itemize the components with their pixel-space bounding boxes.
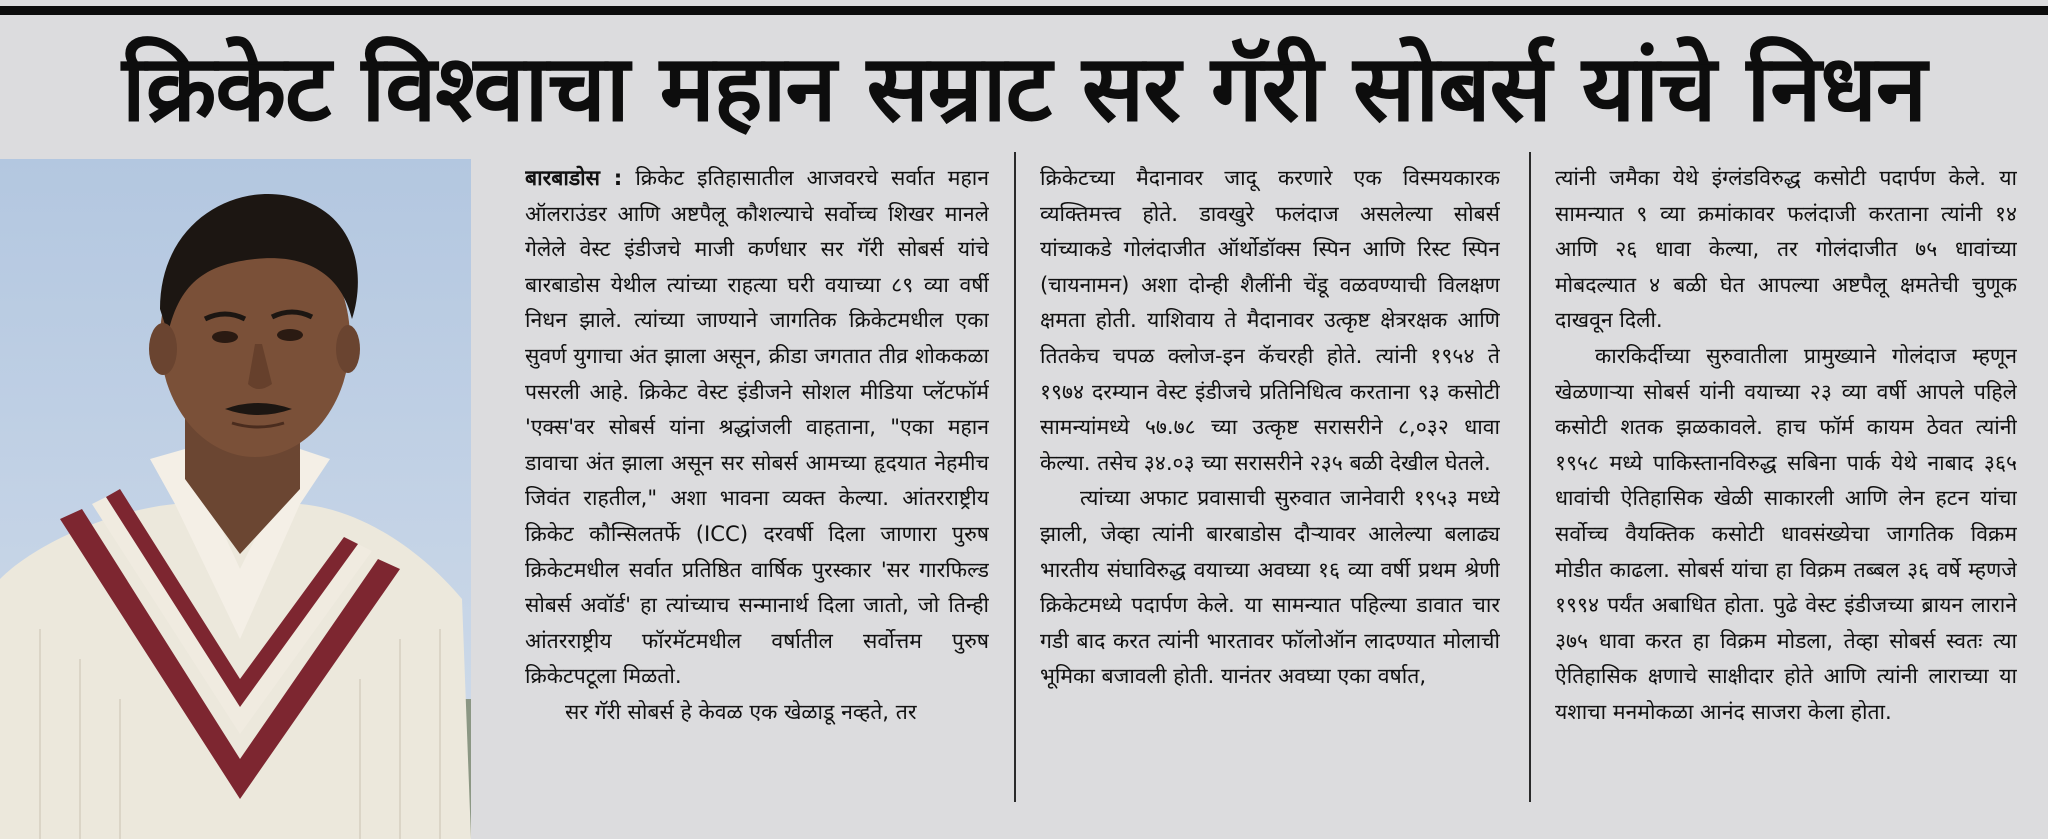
dateline: बारबाडोस : xyxy=(525,165,623,190)
article-paragraph: त्यांच्या अफाट प्रवासाची सुरुवात जानेवारी १९५३ मध्ये झाली, जेव्हा त्यांनी बारबाडोस दौऱ्यावर आलेल्या बलाढ्य भारतीय संघाविरुद्ध वयाच्या अवघ्या १६ व्या वर्षी प्रथम श्रेणी क्रिकेटमध्ये पदार्पण केले. या सामन्यात पहिल्या डावात चार गडी बाद करत त्यांनी भारतावर फॉलोऑन लादण्यात मोलाची भूमिका बजावली होती. यानंतर अवघ्या एका वर्षात, xyxy=(1040,485,1500,689)
column-divider xyxy=(1014,152,1016,802)
article-column-2 xyxy=(1040,160,1500,810)
article-paragraph: क्रिकेटच्या मैदानावर जादू करणारे एक विस्मयकारक व्यक्तिमत्त्व होते. डावखुरे फलंदाज असलेल्या सोबर्स यांच्याकडे गोलंदाजीत ऑर्थोडॉक्स स्पिन आणि रिस्ट स्पिन (चायनामन) अशा दोन्ही शैलींनी चेंडू वळवण्याची विलक्षण क्षमता होती. याशिवाय ते मैदानावर उत्कृष्ट क्षेत्ररक्षक आणि तितकेच चपळ क्लोज-इन कॅचरही होते. त्यांनी १९५४ ते १९७४ दरम्यान वेस्ट इंडीजचे प्रतिनिधित्व करताना ९३ कसोटी सामन्यांमध्ये ५७.७८ च्या उत्कृष्ट सरासरीने ८,०३२ धावा केल्या. तसेच ३४.०३ च्या सरासरीने २३५ बळी देखील घेतले. xyxy=(1040,165,1500,475)
article-paragraph: कारकिर्दीच्या सुरुवातीला प्रामुख्याने गोलंदाज म्हणून खेळणाऱ्या सोबर्स यांनी वयाच्या २३ व्या वर्षी आपले पहिले कसोटी शतक झळकावले. हाच फॉर्म कायम ठेवत त्यांनी १९५८ मध्ये पाकिस्तानविरुद्ध सबिना पार्क येथे नाबाद ३६५ धावांची ऐतिहासिक खेळी साकारली आणि लेन हटन यांचा सर्वोच्च वैयक्तिक कसोटी धावसंख्येचा जागतिक विक्रम मोडीत काढला. सोबर्स यांचा हा विक्रम तब्बल ३६ वर्षे म्हणजे १९९४ पर्यंत अबाधित होता. पुढे वेस्ट इंडीजच्या ब्रायन लाराने ३७५ धावा करत हा विक्रम मोडला, तेव्हा सोबर्स स्वतः त्या ऐतिहासिक क्षणाचे साक्षीदार होते आणि त्यांनी लाराच्या या यशाचा मनमोकळा आनंद साजरा केला होता. xyxy=(1555,342,2017,724)
paragraph-text: क्रिकेट इतिहासातील आजवरचे सर्वात महान ऑलराउंडर आणि अष्टपैलू कौशल्याचे सर्वोच्च शिखर मानले गेलेले वेस्ट इंडीजचे माजी कर्णधार सर गॅरी सोबर्स यांचे बारबाडोस येथील त्यांच्या राहत्या घरी वयाच्या ८९ व्या वर्षी निधन झाले. त्यांच्या जाण्याने जागतिक क्रिकेटमधील एका सुवर्ण युगाचा अंत झाला असून, क्रीडा जगतात तीव्र शोककळा पसरली आहे. क्रिकेट वेस्ट इंडीजने सोशल मीडिया प्लॅटफॉर्म 'एक्स'वर सोबर्स यांना श्रद्धांजली वाहताना, "एका महान डावाचा अंत झाला असून सर सोबर्स आमच्या हृदयात नेहमीच जिवंत राहतील," अशा भावना व्यक्त केल्या. आंतरराष्ट्रीय क्रिकेट कौन्सिलतर्फे (ICC) दरवर्षी दिला जाणारा पुरुष क्रिकेटमधील सर्वात प्रतिष्ठित वार्षिक पुरस्कार 'सर गारफिल्ड सोबर्स अवॉर्ड' हा त्यांच्याच सन्मानार्थ दिला जातो, जो तिन्ही आंतरराष्ट्रीय फॉरमॅटमधील वर्षातील सर्वोत्तम पुरुष क्रिकेटपटूला मिळतो. xyxy=(525,165,989,689)
article-paragraph: सर गॅरी सोबर्स हे केवळ एक खेळाडू नव्हते, तर xyxy=(565,698,917,724)
article-column-1 xyxy=(525,160,989,810)
headline: क्रिकेट विश्वाचा महान सम्राट सर गॅरी सोबर्स यांचे निधन xyxy=(121,35,1927,142)
player-photo xyxy=(0,159,471,839)
article-paragraph: त्यांनी जमैका येथे इंग्लंडविरुद्ध कसोटी पदार्पण केले. या सामन्यात ९ व्या क्रमांकावर फलंदाजी करताना त्यांनी १४ आणि २६ धावा केल्या, तर गोलंदाजीत ७५ धावांच्या मोबदल्यात ४ बळी घेत आपल्या अष्टपैलू क्षमतेची चुणूक दाखवून दिली. xyxy=(1555,165,2017,333)
article-paragraph xyxy=(525,160,989,694)
top-rule xyxy=(0,6,2048,15)
article-column-3 xyxy=(1555,160,2017,810)
column-divider xyxy=(1529,152,1531,802)
